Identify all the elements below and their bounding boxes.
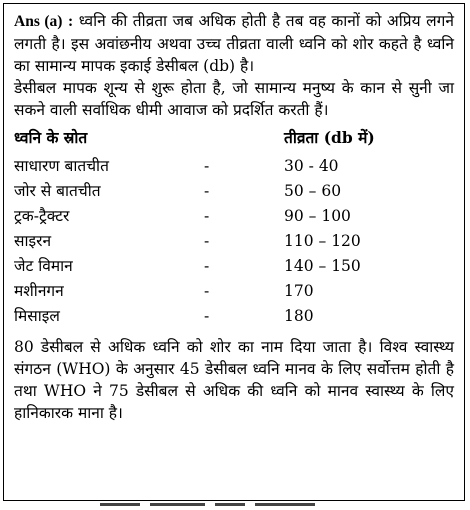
row-dash: - bbox=[204, 306, 210, 325]
answer-label: Ans (a) bbox=[14, 13, 63, 30]
header-intensity: तीव्रता (db में) bbox=[284, 128, 375, 147]
row-source: जेट विमान bbox=[14, 256, 73, 275]
table-row bbox=[14, 228, 454, 253]
answer-content bbox=[14, 10, 454, 424]
conclusion-paragraph: 80 डेसीबल से अधिक ध्वनि को शोर का नाम दिया जाता है। विश्व स्वास्थ्य संगठन (WHO) के अनुसार 45 डेसीबल ध्वनि मानव के लिए सर्वोत्तम होती है तथा WHO ने 75 डेसीबल से अधिक की ध्वनि को मानव स्वास्थ्य के लिए हानिकारक माना है। bbox=[14, 338, 454, 422]
table-row bbox=[14, 203, 454, 228]
row-dash: - bbox=[204, 156, 210, 175]
row-value: 50 – 60 bbox=[284, 181, 342, 200]
row-value: 110 – 120 bbox=[284, 231, 361, 250]
paragraph-1: ध्वनि की तीव्रता जब अधिक होती है तब वह कानों को अप्रिय लगने लगती है। इस अवांछनीय अथवा उच्च तीव्रता वाली ध्वनि को शोर कहते है ध्वनि का सामान्य मापक इकाई डेसीबल (db) है। bbox=[14, 12, 454, 75]
row-source: मिसाइल bbox=[14, 306, 60, 325]
row-value: 170 bbox=[284, 281, 314, 300]
row-value: 180 bbox=[284, 306, 314, 325]
table-row bbox=[14, 278, 454, 303]
row-source: साइरन bbox=[14, 231, 52, 250]
intro-paragraph bbox=[14, 10, 454, 77]
row-source: जोर से बातचीत bbox=[14, 181, 101, 200]
row-dash: - bbox=[204, 281, 210, 300]
table-row bbox=[14, 303, 454, 328]
cut-off-next-line bbox=[100, 503, 370, 510]
row-source: मशीनगन bbox=[14, 281, 64, 300]
row-source: ट्रक-ट्रैक्टर bbox=[14, 206, 70, 225]
row-dash: - bbox=[204, 181, 210, 200]
table-header-row bbox=[14, 123, 454, 153]
row-dash: - bbox=[204, 206, 210, 225]
row-dash: - bbox=[204, 231, 210, 250]
row-value: 140 – 150 bbox=[284, 256, 361, 275]
paragraph-2: डेसीबल मापक शून्य से शुरू होता है, जो सामान्य मनुष्य के कान से सुनी जा सकने वाली सर्वाधिक धीमी आवाज को प्रदर्शित करती हैं। bbox=[14, 79, 454, 119]
header-source: ध्वनि के स्रोत bbox=[14, 128, 88, 147]
noise-sources-table bbox=[14, 123, 454, 328]
table-row bbox=[14, 253, 454, 278]
row-value: 90 – 100 bbox=[284, 206, 351, 225]
row-value: 30 - 40 bbox=[284, 156, 339, 175]
answer-colon: : bbox=[67, 13, 74, 30]
table-row bbox=[14, 178, 454, 203]
row-dash: - bbox=[204, 256, 210, 275]
row-source: साधारण बातचीत bbox=[14, 156, 109, 175]
header-spacer bbox=[204, 123, 284, 153]
table-row bbox=[14, 153, 454, 178]
